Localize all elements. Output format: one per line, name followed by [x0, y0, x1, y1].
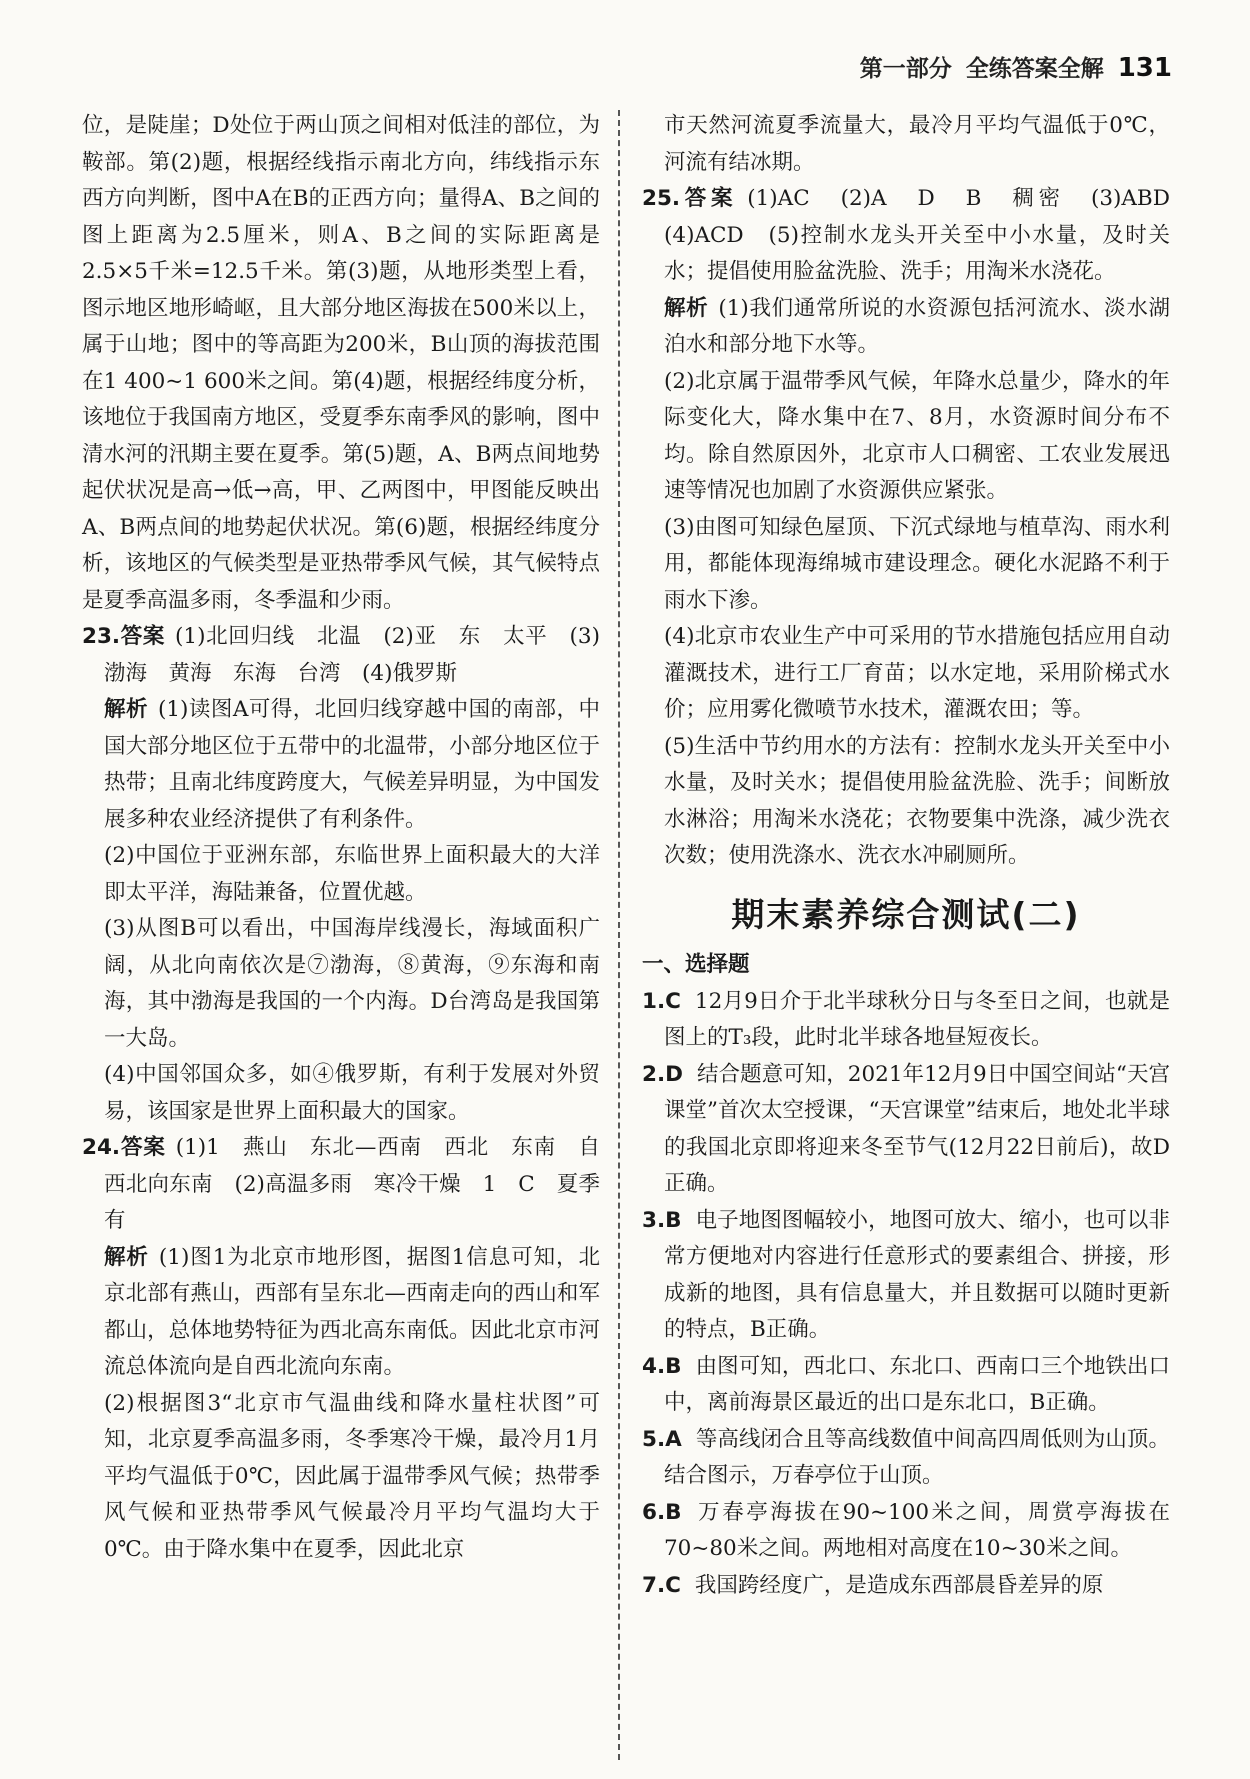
left-column: [82, 108, 622, 1568]
q23-explain-label: 解析: [104, 697, 148, 722]
choice-item: [642, 1422, 1170, 1495]
q25-explain-4: (4)北京市农业生产中可采用的节水措施包括应用自动灌溉技术，进行工厂育苗；以水定地，采用阶梯式水价；应用雾化微喷节水技术，灌溉农田；等。: [664, 624, 1170, 722]
choice-item: [642, 1203, 1170, 1349]
q25-answer: [642, 181, 1192, 291]
q23-number: 23.: [82, 624, 121, 649]
q25-explain-5: (5)生活中节约用水的方法有：控制水龙头开关至中小水量，及时关水；提倡使用脸盆洗脸、洗手；间断放水淋浴；用淘米水浇花；衣物要集中洗涤，减少洗衣次数；使用洗涤水、洗衣水冲刷厕所。: [664, 733, 1170, 868]
choice-text: 电子地图图幅较小，地图可放大、缩小，也可以非常方便地对内容进行任意形式的要素组合、拼接，形成新的地图，具有信息量大，并且数据可以随时更新的特点，B正确。: [664, 1207, 1170, 1342]
q23-explain-1: [82, 692, 600, 838]
q24-answer-text: (1)1 燕山 东北—西南 西北 东南 自西北向东南 (2)高温多雨 寒冷干燥 1 C 夏季 有: [104, 1135, 622, 1233]
section-label: 第一部分: [859, 56, 952, 82]
q25-number: 25.: [642, 186, 681, 211]
q25-explain-1-text: (1)我们通常所说的水资源包括河流水、淡水湖泊水和部分地下水等。: [664, 295, 1170, 357]
q24-number: 24.: [82, 1135, 121, 1160]
q24-answer-label: 答案: [120, 1135, 166, 1160]
q24-explain-1-text: (1)图1为北京市地形图，据图1信息可知，北京北部有燕山，西部有呈东北—西南走向的西山和军都山，总体地势特征为西北高东南低。因此北京市河流总体流向是自西北流向东南。: [104, 1244, 600, 1379]
column-divider: [618, 110, 620, 1760]
choice-number: 5.A: [642, 1426, 682, 1452]
choice-text: 万春亭海拔在90~100米之间，周赏亭海拔在70~80米之间。两地相对高度在10~30米之间。: [664, 1499, 1170, 1561]
q25-explain-3: (3)由图可知绿色屋顶、下沉式绿地与植草沟、雨水利用，都能体现海绵城市建设理念。硬化水泥路不利于雨水下渗。: [664, 514, 1170, 613]
choice-number: 4.B: [642, 1353, 682, 1379]
subtitle-label: 全练答案全解: [965, 56, 1104, 82]
choice-number: 1.C: [642, 988, 681, 1014]
choice-text: 等高线闭合且等高线数值中间高四周低则为山顶。结合图示，万春亭位于山顶。: [664, 1426, 1170, 1488]
q23-answer: [82, 619, 600, 692]
q23-explain-1-text: (1)读图A可得，北回归线穿越中国的南部，中国大部分地区位于五带中的北温带，小部分地区位于热带；且南北纬度跨度大，气候差异明显，为中国发展多种农业经济提供了有利条件。: [104, 697, 600, 832]
q24-explain-2: (2)根据图3“北京市气温曲线和降水量柱状图”可知，北京夏季高温多雨，冬季寒冷干燥，最冷月1月平均气温低于0℃，因此属于温带季风气候；热带季风气候和亚热带季风气候最冷月平均气温均大于0℃。由于降水集中在夏季，因此北京: [104, 1390, 600, 1562]
choice-text: 我国跨经度广，是造成东西部晨昏差异的原: [694, 1572, 1104, 1598]
q25-answer-text: (1)AC (2)A D B 稠密 (3)ABD (4)ACD (5)控制水龙头开关至中小水量，及时关水；提倡使用脸盆洗脸、洗手；用淘米水浇花。: [664, 186, 1192, 284]
q24-explain-label: 解析: [104, 1244, 149, 1270]
choice-number: 7.C: [642, 1572, 681, 1598]
choice-item: [642, 984, 1170, 1057]
choice-number: 3.B: [642, 1207, 682, 1233]
choice-number: 2.D: [642, 1061, 683, 1087]
q24-answer: [82, 1130, 622, 1240]
section-title: 期末素养综合测试(二): [731, 894, 1081, 934]
q25-explain-2: (2)北京属于温带季风气候，年降水总量少，降水的年际变化大，降水集中在7、8月，水资源时间分布不均。除自然原因外，北京市人口稠密、工农业发展迅速等情况也加剧了水资源供应紧张。: [664, 368, 1170, 503]
right-column: [642, 108, 1192, 1604]
choice-number: 6.B: [642, 1499, 682, 1525]
q24-continuation: 市天然河流夏季流量大，最冷月平均气温低于0℃，河流有结冰期。: [664, 113, 1170, 175]
choice-list: [642, 984, 1170, 1605]
choice-text: 12月9日介于北半球秋分日与冬至日之间，也就是图上的T₃段，此时北半球各地昼短夜长。: [664, 988, 1170, 1050]
choice-text: 结合题意可知，2021年12月9日中国空间站“天宫课堂”首次太空授课，“天宫课堂”结束后，地处北半球的我国北京即将迎来冬至节气(12月22日前后)，故D正确。: [664, 1061, 1170, 1196]
q23-explain-3: (3)从图B可以看出，中国海岸线漫长，海域面积广阔，从北向南依次是⑦渤海，⑧黄海，⑨东海和南海，其中渤海是我国的一个内海。D台湾岛是我国第一大岛。: [104, 916, 600, 1051]
q25-explain-label: 解析: [664, 295, 709, 321]
q25-explain-1: [642, 291, 1170, 364]
q23-explain-4: (4)中国邻国众多，如④俄罗斯，有利于发展对外贸易，该国家是世界上面积最大的国家。: [104, 1062, 600, 1124]
choice-text: 由图可知，西北口、东北口、西南口三个地铁出口中，离前海景区最近的出口是东北口，B正确。: [664, 1353, 1170, 1415]
choice-item: [642, 1057, 1170, 1203]
part-title: 一、选择题: [642, 952, 750, 977]
page-number: 131: [1117, 53, 1172, 83]
q23-explain-2: (2)中国位于亚洲东部，东临世界上面积最大的大洋即太平洋，海陆兼备，位置优越。: [104, 843, 600, 905]
q23-answer-text: (1)北回归线 北温 (2)亚 东 太平 (3)渤海 黄海 东海 台湾 (4)俄罗斯: [104, 624, 600, 686]
q22-continuation: 位，是陡崖；D处位于两山顶之间相对低洼的部位，为鞍部。第(2)题，根据经线指示南北方向，纬线指示东西方向判断，图中A在B的正西方向；量得A、B之间的图上距离为2.5厘米，则A、B之间的实际距离是2.5×5千米=12.5千米。第(3)题，从地形类型上看，图示地区地形崎岖，且大部分地区海拔在500米以上，属于山地；图中的等高距为200米，B山顶的海拔范围在1 400~1 600米之间。第(4)题，根据经纬度分析，该地位于我国南方地区，受夏季东南季风的影响，图中清水河的汛期主要在夏季。第(5)题，A、B两点间地势起伏状况是高→低→高，甲、乙两图中，甲图能反映出A、B两点间的地势起伏状况。第(6)题，根据经纬度分析，该地区的气候类型是亚热带季风气候，其气候特点是夏季高温多雨，冬季温和少雨。: [82, 113, 600, 613]
q24-explain-1: [82, 1240, 600, 1386]
q25-answer-label: 答案: [680, 186, 738, 211]
choice-item: [642, 1568, 1170, 1605]
choice-item: [642, 1495, 1170, 1568]
choice-item: [642, 1349, 1170, 1422]
page-header: [860, 50, 1172, 83]
q23-answer-label: 答案: [120, 624, 166, 649]
